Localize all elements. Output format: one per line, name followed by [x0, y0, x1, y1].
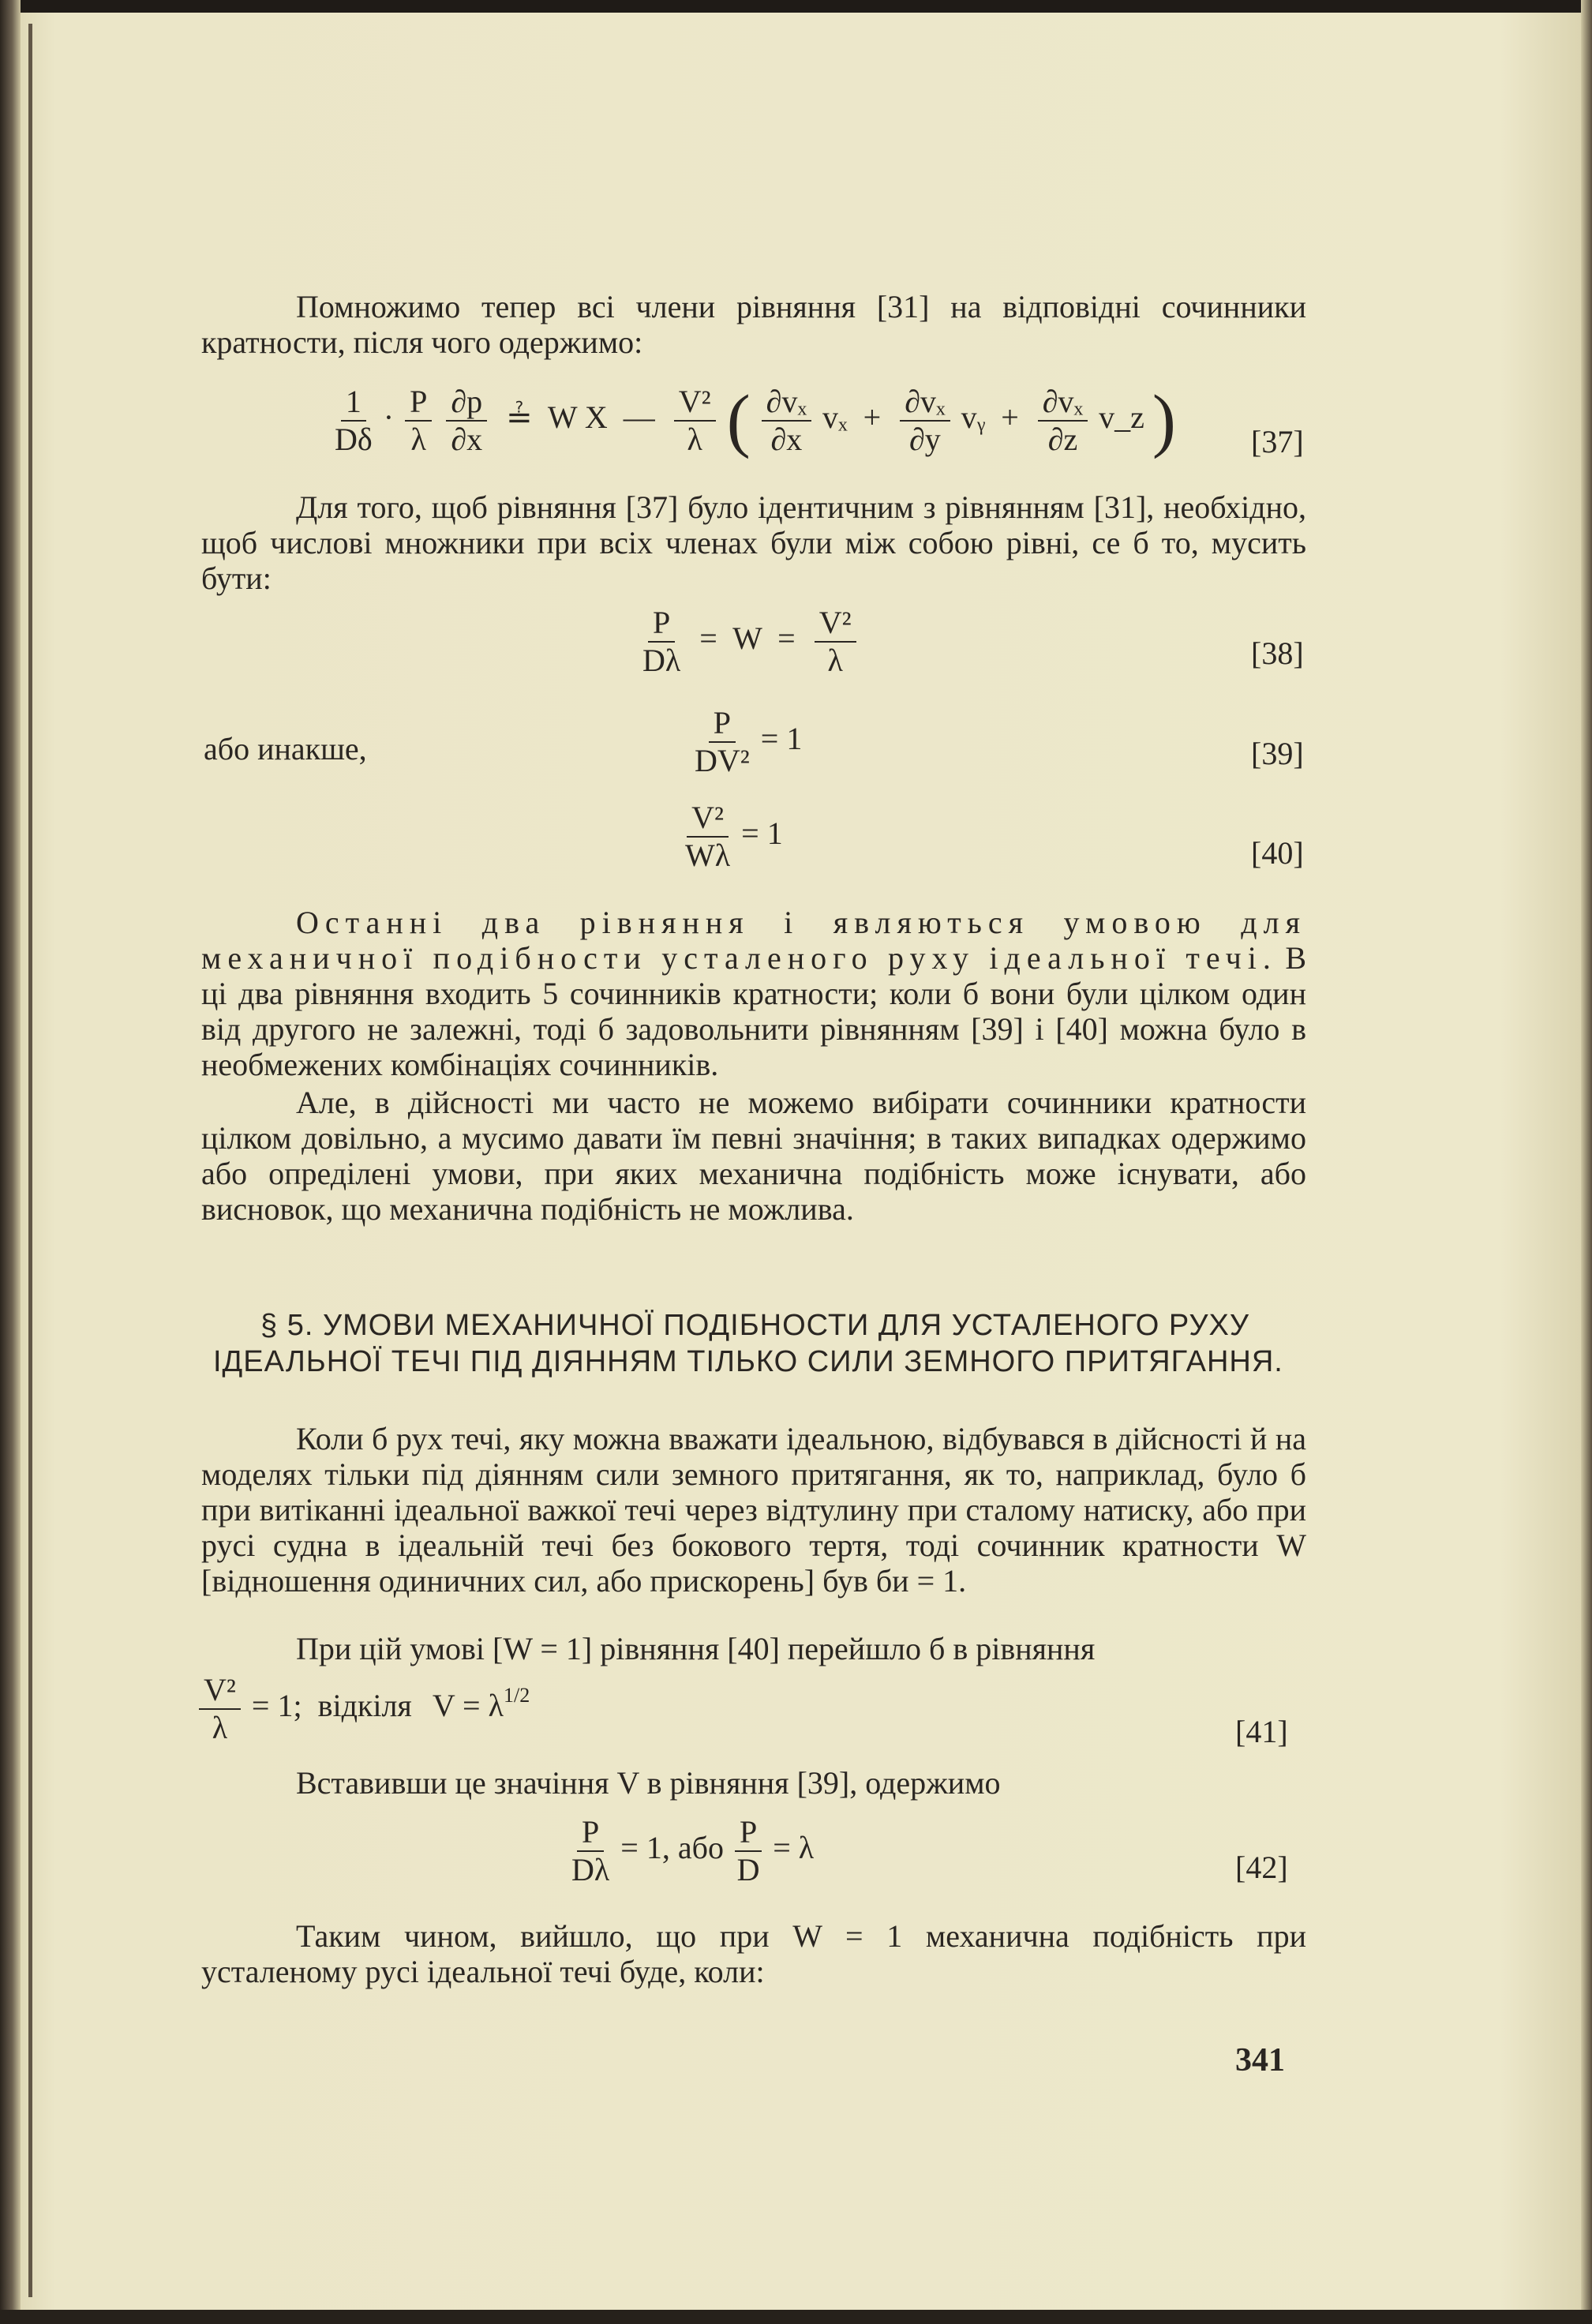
equation-number-37: [37]: [1251, 424, 1304, 459]
paragraph-substituting: Вставивши це значіння V в рівняння [39], одержимо: [296, 1765, 1001, 1801]
eq37-frac-1: $\frac{1}{D\delta}$: [335, 384, 373, 457]
eq37-frac-dp-dx: $\frac{\partial p}{\partial x}$: [446, 385, 487, 456]
label-abo-inakshe: або инакше,: [204, 731, 367, 767]
equation-38: $\frac{P}{D\lambda}$ = W = $\frac{\text{V²}}{\lambda}$ [38]: [642, 605, 1304, 678]
paragraph-gravity-only: Коли б рух течі, яку можна вважати ідеальною, відбувався в дійсності й на моделях тільки під діянням сили земного притягання, як то, наприклад, було б при витіканні ідеальної важкої течі через відтулину при сталому натиску, або при русі судна в ідеальній течі без бокового тертя, тоді сочинник кратности W [відношення одиничних сил, або прискорень] був би = 1.: [201, 1421, 1306, 1599]
equation-number-42: [42]: [1235, 1850, 1288, 1885]
section-heading-line-1: § 5. УМОВИ МЕХАНИЧНОЇ ПОДІБНОСТИ ДЛЯ УСТАЛЕНОГО РУХУ: [260, 1309, 1250, 1342]
eq37-frac-v2-lambda: $\frac{\text{V²}}{\lambda}$: [674, 385, 716, 456]
scan-top-edge: [0, 0, 1592, 13]
equation-number-39: [39]: [1251, 736, 1304, 771]
page-number: 341: [1235, 2042, 1285, 2078]
equation-number-41: [41]: [1235, 1714, 1288, 1749]
paragraph-in-reality: Але, в дійсності ми часто не можемо вибірати сочинники кратности цілком довільно, а мусимо давати їм певні значіння; в таких випадках одержимо або опреділені умови, при яких механична подібність може існувати, або висновок, що механична подібність не можлива.: [201, 1085, 1306, 1227]
equation-40: $\frac{\text{V²}}{W\lambda}$ = 1 [40]: [685, 800, 1304, 873]
scan-left-edge: [0, 0, 21, 2324]
section-heading-line-2: ІДЕАЛЬНОЇ ТЕЧІ ПІД ДІЯННЯМ ТІЛЬКО СИЛИ ЗЕМНОГО ПРИТЯГАННЯ.: [213, 1345, 1283, 1378]
paragraph-similarity-condition: Останні два рівняння і являються умовою для механичної подібности усталеного руху ідеальної течі. В ці два рівняння входить 5 сочинників кратности; коли б вони були цілком один від другого не залежні, тоді б задовольнити рівнянням [39] і [40] можна було в необмежених комбінаціях сочинників.: [201, 905, 1307, 1082]
equation-number-40: [40]: [1251, 835, 1304, 871]
eq37-frac-p-lambda: $\frac{P}{\lambda}$: [405, 385, 432, 456]
paragraph-identity-condition: Для того, щоб рівняння [37] було ідентичним з рівнянням [31], необхідно, щоб числові множники при всіх членах були між собою рівні, се б то, мусить бути:: [201, 489, 1306, 596]
emphasized-statement: Останні два рівняння і являються умовою для механичної подібности усталеного руху ідеальної течі.: [201, 905, 1306, 976]
scan-bottom-edge: [0, 2310, 1592, 2324]
equation-39: $\frac{P}{\text{DV²}}$ = 1 [39]: [695, 705, 1304, 778]
eq37-frac-dvx-dx: $\frac{\text{∂vₓ}}{\partial x}$: [762, 385, 811, 456]
paragraph-under-condition: При цій умові [W = 1] рівняння [40] перейшло б в рівняння: [296, 1631, 1096, 1666]
equation-41: $\frac{\text{V²}}{\lambda}$ = 1; відкіля $V = \lambda^{1/2}$ [41]: [0, 1674, 1592, 1784]
book-spine-line: [28, 24, 32, 2297]
eq37-frac-dvx-dy: $\frac{\text{∂vₓ}}{\partial y}$: [900, 385, 950, 456]
eq37-frac-dvx-dz: $\frac{\text{∂vₓ}}{\partial z}$: [1038, 385, 1088, 456]
paragraph-conclusion: Таким чином, вийшло, що при W = 1 механична подібність при усталеному русі ідеальної течі буде, коли:: [201, 1918, 1306, 1989]
equation-37: $\frac{1}{D\delta}$ · $\frac{P}{\lambda}$ $\frac{\partial p}{\partial x}$ ≟ W X — $\frac{\text{V²}}{\lambda}$ ( $\frac{\text{∂vₓ}}{\partial x}$ vₓ + $\frac{\text{∂vₓ}}{\partial y}$ vᵧ + $\frac{\text{∂vₓ}}{\partial z}$ v_z ) [37]: [335, 381, 1304, 459]
scan-right-edge: [1581, 0, 1592, 2324]
equation-number-38: [38]: [1251, 635, 1304, 671]
section-heading: [213, 1307, 1318, 1380]
paragraph-intro: Помножимо тепер всі члени рівняння [31] на відповідні сочинники кратности, після чого одержимо:: [201, 289, 1306, 360]
equation-42: $\frac{P}{D\lambda}$ = 1, або $\frac{P}{D}$ = λ [42]: [571, 1814, 1288, 1887]
